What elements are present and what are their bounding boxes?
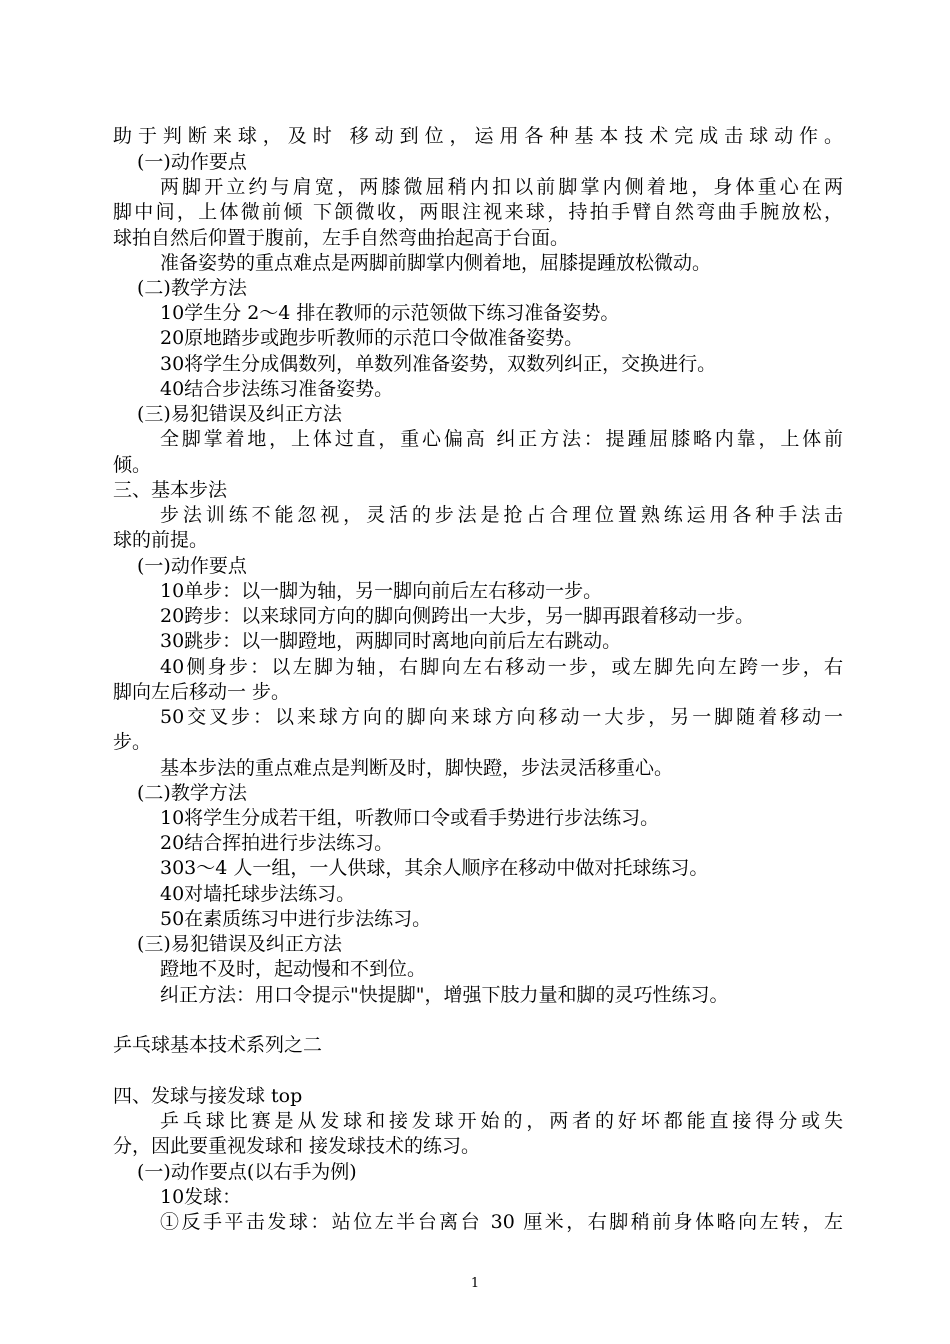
list-item: 50交叉步：以来球方向的脚向来球方向移动一大步，另一脚随着移动一 xyxy=(160,706,843,728)
list-item: 20原地踏步或跑步听教师的示范口令做准备姿势。 xyxy=(160,327,584,349)
list-item: 10单步：以一脚为轴，另一脚向前后左右移动一步。 xyxy=(160,580,603,602)
section-heading: (三)易犯错误及纠正方法 xyxy=(137,403,342,425)
page-number: 1 xyxy=(470,1276,480,1291)
list-item: 30跳步：以一脚蹬地，两脚同时离地向前后左右跳动。 xyxy=(160,630,622,652)
list-item: 10将学生分成若干组，听教师口令或看手势进行步法练习。 xyxy=(160,807,660,829)
list-item: 20结合挥拍进行步法练习。 xyxy=(160,832,394,854)
text-line: 全脚掌着地，上体过直，重心偏高 纠正方法：提踵屈膝略内靠，上体前 xyxy=(160,428,843,450)
chapter-heading: 四、发球与接发球 top xyxy=(113,1085,303,1107)
list-item: 40侧身步：以左脚为轴，右脚向左右移动一步，或左脚先向左跨一步，右 xyxy=(160,656,843,678)
chapter-heading: 三、基本步法 xyxy=(113,479,228,501)
text-line: 脚中间，上体微前倾 下颌微收，两眼注视来球，持拍手臂自然弯曲手腕放松， xyxy=(113,201,843,223)
list-item: 40结合步法练习准备姿势。 xyxy=(160,378,394,400)
list-item: 20跨步：以来球同方向的脚向侧跨出一大步，另一脚再跟着移动一步。 xyxy=(160,605,755,627)
text-line: 分，因此要重视发球和 接发球技术的练习。 xyxy=(113,1135,481,1157)
text-line: 两脚开立约与肩宽，两膝微屈稍内扣以前脚掌内侧着地，身体重心在两 xyxy=(160,176,843,198)
text-line: 脚向左后移动一 步。 xyxy=(113,681,291,703)
list-item: 30将学生分成偶数列，单数列准备姿势，双数列纠正，交换进行。 xyxy=(160,353,717,375)
section-heading: (二)教学方法 xyxy=(137,782,247,804)
list-item: 10学生分 2～4 排在教师的示范领做下练习准备姿势。 xyxy=(160,302,620,324)
text-line: 助于判断来球，及时 移动到位，运用各种基本技术完成击球动作。 xyxy=(113,125,843,147)
text-line: 球的前提。 xyxy=(113,529,209,551)
text-line: 准备姿势的重点难点是两脚前脚掌内侧着地，屈膝提踵放松微动。 xyxy=(160,252,712,274)
list-item: 303～4 人一组，一人供球，其余人顺序在移动中做对托球练习。 xyxy=(160,857,709,879)
list-item: 50在素质练习中进行步法练习。 xyxy=(160,908,432,930)
text-line: 球拍自然后仰置于腹前，左手自然弯曲抬起高于台面。 xyxy=(113,227,570,249)
section-heading: (二)教学方法 xyxy=(137,277,247,299)
section-heading: (三)易犯错误及纠正方法 xyxy=(137,933,342,955)
text-line: 乒乓球比赛是从发球和接发球开始的，两者的好坏都能直接得分或失 xyxy=(160,1110,843,1132)
list-item: 10发球： xyxy=(160,1186,242,1208)
section-heading: (一)动作要点 xyxy=(137,555,247,577)
text-line: 倾。 xyxy=(113,454,152,476)
text-line: 蹬地不及时，起动慢和不到位。 xyxy=(160,958,427,980)
text-line: 纠正方法：用口令提示"快提脚"，增强下肢力量和脚的灵巧性练习。 xyxy=(160,984,729,1006)
section-heading: (一)动作要点 xyxy=(137,151,247,173)
text-line: 基本步法的重点难点是判断及时，脚快蹬，步法灵活移重心。 xyxy=(160,757,674,779)
text-line: 步法训练不能忽视，灵活的步法是抢占合理位置熟练运用各种手法击 xyxy=(160,504,843,526)
text-line: ①反手平击发球：站位左半台离台 30 厘米，右脚稍前身体略向左转，左 xyxy=(160,1211,843,1233)
list-item: 40对墙托球步法练习。 xyxy=(160,883,356,905)
text-line: 步。 xyxy=(113,731,152,753)
series-title: 乒乓球基本技术系列之二 xyxy=(113,1034,323,1056)
section-heading: (一)动作要点(以右手为例) xyxy=(137,1161,357,1183)
